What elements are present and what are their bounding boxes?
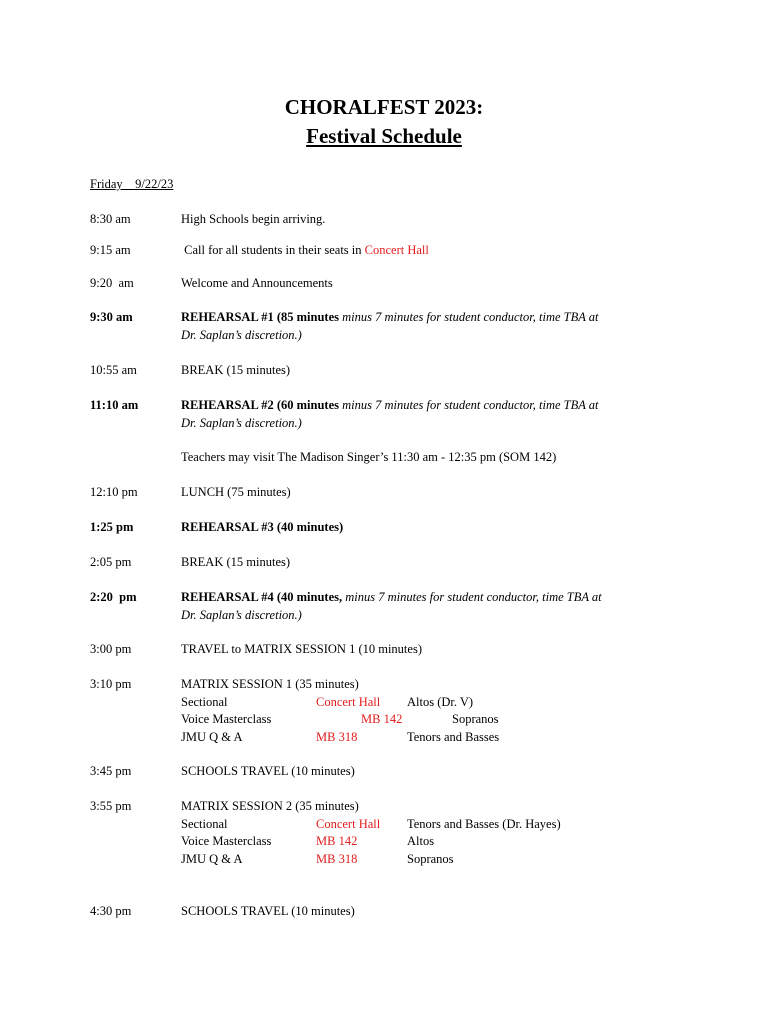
event-note-continued: Dr. Saplan’s discretion.)	[181, 607, 302, 622]
event-description: Teachers may visit The Madison Singer’s 11:30 am - 12:35 pm (SOM 142)	[181, 450, 557, 464]
document-subtitle: Festival Schedule	[306, 124, 462, 148]
time-label: 11:10 am	[90, 398, 139, 412]
event-description: TRAVEL to MATRIX SESSION 1 (10 minutes)	[181, 642, 422, 656]
activity-label: Sectional	[181, 816, 228, 831]
event-text: Call for all students in their seats in	[181, 243, 365, 257]
event-title: REHEARSAL #3 (40 minutes)	[181, 520, 344, 534]
location-label: Concert Hall	[316, 694, 381, 709]
group-label: Tenors and Basses (Dr. Hayes)	[407, 816, 561, 831]
time-label: 3:55 pm	[90, 799, 132, 813]
event-description	[181, 309, 621, 344]
event-description: LUNCH (75 minutes)	[181, 485, 291, 499]
event-description	[181, 589, 621, 624]
location-label: MB 142	[361, 712, 403, 726]
location-label: MB 142	[316, 834, 358, 848]
location-label: Concert Hall	[316, 816, 381, 831]
location-label: MB 318	[316, 851, 358, 866]
event-description	[181, 242, 621, 260]
event-description: BREAK (15 minutes)	[181, 555, 291, 569]
event-description: MATRIX SESSION 1 (35 minutes)	[181, 677, 359, 691]
time-label: 8:30 am	[90, 212, 131, 226]
time-label: 3:45 pm	[90, 764, 132, 778]
time-label: 10:55 am	[90, 363, 137, 377]
group-label: Altos (Dr. V)	[407, 694, 474, 709]
event-title: REHEARSAL #1 (85 minutes	[181, 310, 340, 324]
time-label: 2:05 pm	[90, 555, 132, 569]
activity-label: Sectional	[181, 694, 228, 709]
location-label: Concert Hall	[364, 243, 429, 257]
time-label: 12:10 pm	[90, 485, 138, 499]
event-note: minus 7 minutes for student conductor, time TBA at	[345, 590, 602, 604]
document-title: CHORALFEST 2023:	[284, 95, 484, 119]
day-heading: Friday 9/22/23	[90, 177, 174, 191]
time-label: 3:10 pm	[90, 677, 132, 691]
activity-label: JMU Q & A	[181, 851, 243, 866]
time-label: 9:20 am	[90, 276, 134, 290]
time-label: 9:15 am	[90, 243, 131, 257]
time-label: 2:20 pm	[90, 590, 137, 604]
event-description: High Schools begin arriving.	[181, 212, 326, 226]
event-description: BREAK (15 minutes)	[181, 363, 291, 377]
event-note-continued: Dr. Saplan’s discretion.)	[181, 327, 302, 342]
event-title: REHEARSAL #2 (60 minutes	[181, 398, 340, 412]
event-description: Welcome and Announcements	[181, 276, 333, 290]
activity-label: JMU Q & A	[181, 729, 243, 744]
time-label: 3:00 pm	[90, 642, 132, 656]
group-label: Tenors and Basses	[407, 729, 500, 744]
event-note-continued: Dr. Saplan’s discretion.)	[181, 415, 302, 430]
group-label: Sopranos	[452, 712, 499, 726]
event-note: minus 7 minutes for student conductor, time TBA at	[342, 398, 599, 412]
location-label: MB 318	[316, 729, 358, 744]
time-label: 4:30 pm	[90, 904, 132, 918]
group-label: Sopranos	[407, 851, 454, 866]
event-note: minus 7 minutes for student conductor, time TBA at	[342, 310, 599, 324]
time-label: 9:30 am	[90, 310, 133, 324]
event-description	[181, 397, 621, 432]
group-label: Altos	[407, 834, 435, 848]
activity-label: Voice Masterclass	[181, 712, 272, 726]
event-description: MATRIX SESSION 2 (35 minutes)	[181, 799, 359, 813]
event-description: SCHOOLS TRAVEL (10 minutes)	[181, 904, 355, 918]
event-title: REHEARSAL #4 (40 minutes,	[181, 590, 343, 604]
event-description: SCHOOLS TRAVEL (10 minutes)	[181, 764, 355, 778]
time-label: 1:25 pm	[90, 520, 134, 534]
activity-label: Voice Masterclass	[181, 834, 272, 848]
